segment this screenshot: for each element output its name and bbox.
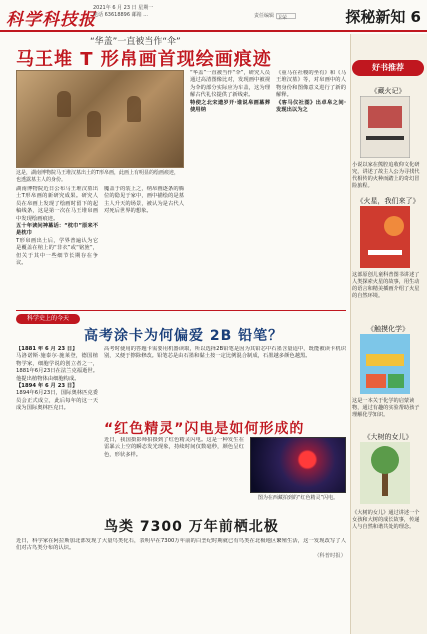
sprite-photo-caption: 图为在西藏拍到的“红色精灵”闪电。 xyxy=(257,495,339,501)
sprite-body: 近日，我国摄影师拍摄到了红色精灵闪电。这是一种发生在雷暴云上空的瞬态发光现象，持续时间仅数毫秒，颜色呈红色，形状多样。 xyxy=(104,437,244,458)
book-cover xyxy=(360,206,410,268)
section-divider xyxy=(16,310,346,311)
book-blurb: 小说以家在熊腔追收仰文化研究，讲述了故主人公为寻找代代相传的火种而踏上的奇幻冒险旅程。 xyxy=(352,162,420,189)
lead-column-4 xyxy=(276,70,346,302)
history-paragraph: 马洛诺斯·施泰尔·施莱登，德国植物学家，细胞学说的创立者之一，1881年6月23日在法兰克福逝世。他提出植物体由细胞构成。 xyxy=(16,353,98,382)
sidebar-banner: 好书推荐 xyxy=(352,60,424,76)
history-date: 【1881 年 6 月 23 日】 xyxy=(16,346,78,352)
lead-subhead: 《客马仪社图》出卓帛之间·发现出以为之 xyxy=(276,99,346,114)
book-blurb: 这部原创儿童科普图书讲述了人类探索火星的故事，用生动的语言和精美插画介绍了火星的自然环境。 xyxy=(352,272,420,299)
masthead-meta xyxy=(93,5,153,19)
history-date: 【1894 年 6 月 23 日】 xyxy=(16,383,78,390)
history-column xyxy=(16,346,98,496)
editor-label: 责任编辑 xyxy=(254,13,275,19)
editor-credit xyxy=(254,12,296,19)
masthead-date: 2021年 6 月 23 日 星期一 xyxy=(93,5,154,11)
pencil-headline: 高考涂卡为何偏爱 2B 铅笔？ xyxy=(84,328,284,344)
lead-paragraph: 魔盖于的装上之，纳帛画逐条的腾位的隐见于家中，画中描绘的是墓主人升天的场景，被认为是古代人对死后世界的想象。 xyxy=(104,186,184,215)
history-tag: 科学史上的今天 xyxy=(16,314,80,324)
red-sprite-photo xyxy=(250,437,346,493)
book-title: 《大树的女儿》 xyxy=(363,433,413,441)
lead-column-2 xyxy=(104,186,184,302)
book-cover xyxy=(360,96,410,158)
lead-paragraph: 《重马在社稷的坐有》和《马王堆汉墓》等，对帛画中的人物身份和图像意义进行了新的解释。 xyxy=(276,70,346,99)
book-cover xyxy=(360,442,410,504)
book-blurb: 这是一本关于化学的启蒙读物，通过有趣的实验帮助孩子理解化学知识。 xyxy=(352,398,420,418)
lead-kicker: “华盖”一直被当作“伞” xyxy=(90,37,181,47)
lead-headline: 马王堆 T 形帛画首现绘画痕迹 xyxy=(16,49,272,70)
masthead-contact: 电话 63618896 邮箱 ... xyxy=(93,12,148,18)
bird-body xyxy=(16,538,346,618)
bird-headline: 鸟类 7300 万年前栖北极 xyxy=(104,519,279,535)
bird-author: （科普时报） xyxy=(314,552,346,559)
newspaper-name: 科学科技报 xyxy=(6,10,96,30)
pencil-body: 高考时使用的答题卡需要用机器读取，所以选择2B铅笔是因为其铅芯中石墨含量适中，既能被读卡机识别，又便于擦除修改。铅笔芯是由石墨和黏土按一定比例混合制成，石墨越多颜色越黑。 xyxy=(104,346,346,360)
lead-column-1 xyxy=(16,186,98,302)
book-title: 《触摸化学》 xyxy=(367,325,409,333)
lead-paragraph: T形帛画出土后，学界普遍认为它是覆盖在棺上的“非衣”或“铭旌”，但关于其中一些细节长期存在争议。 xyxy=(16,237,98,267)
lead-subhead: 五十年读问神墓话：“枕巾”原来不是枕巾 xyxy=(16,223,98,237)
book-cover xyxy=(360,334,410,394)
lead-paragraph: 湖南博物院近日公布马王堆汉墓出土T形帛画的新研究成果。研究人员在帛画上发现了绘画时留下的起稿线条，这是第一次在马王堆帛画中发现绘画痕迹。 xyxy=(16,186,98,222)
history-paragraph: 1894年6月23日，国际奥林匹克委员会正式成立，此后每年的这一天成为国际奥林匹克日。 xyxy=(16,390,98,412)
bird-paragraph: 近日，科学家在阿拉斯加北部发现了大量鸟类化石，表明早在7300万年前的白垩纪时期就已有鸟类在北极地区繁殖生活，这一发现改写了人们对古鸟类分布的认识。 xyxy=(16,538,346,552)
silk-painting-photo xyxy=(16,70,184,168)
lead-paragraph: “华盖”一直被当作“伞”，研究人员通过高清图像比对，发现画中被视为伞的部分实际应为车盖，这为理解古代礼仪提供了新线索。 xyxy=(190,70,270,99)
editor-name: 卫荣 xyxy=(276,13,296,19)
section-title: 探秘新知 6 xyxy=(345,8,421,26)
masthead xyxy=(0,0,427,32)
book-blurb: 《大树的女儿》通过讲述一个女孩和大树的成长故事，传递人与自然和谐共处的理念。 xyxy=(352,510,420,530)
book-title: 《藏火记》 xyxy=(370,87,406,95)
photo-caption: 这是，湖南博物院马王堆汉墓出土的T形帛画，此画上有明显的绘画痕迹，也透露墓主人的身份。 xyxy=(16,170,180,183)
lead-subhead: 特使之北宋遗岁开·谁说帛画墓葬使用纳 xyxy=(190,99,270,114)
sprite-headline: “红色精灵”闪电是如何形成的 xyxy=(104,421,305,437)
book-title: 《火星，我们来了》 xyxy=(356,197,420,205)
lead-column-3 xyxy=(190,70,270,302)
